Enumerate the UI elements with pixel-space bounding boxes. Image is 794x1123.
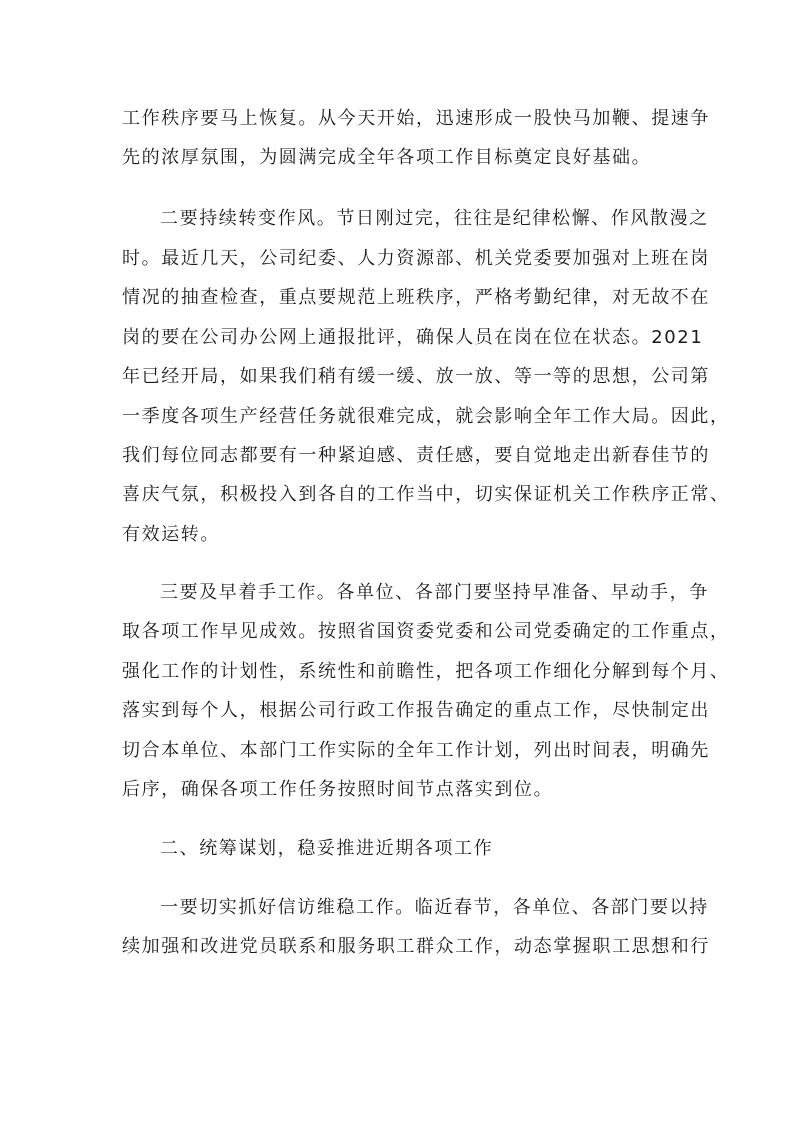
paragraph-start-line: 二要持续转变作风。节日刚过完，往往是纪律松懈、作风散漫之 xyxy=(160,208,709,229)
text-line: 岗的要在公司办公网上通报批评，确保人员在岗在位在状态。2021 xyxy=(122,327,704,348)
text-line: 续加强和改进党员联系和服务职工群众工作，动态掌握职工思想和行 xyxy=(122,936,710,957)
text-line: 我们每位同志都要有一种紧迫感、责任感，要自觉地走出新春佳节的 xyxy=(122,445,710,466)
text-line: 时。最近几天，公司纪委、人力资源部、机关党委要加强对上班在岗 xyxy=(122,248,710,269)
text-line: 年已经开局，如果我们稍有缓一缓、放一放、等一等的思想，公司第 xyxy=(122,366,710,387)
paragraph-start-line: 一要切实抓好信访维稳工作。临近春节，各单位、各部门要以持 xyxy=(160,897,709,918)
text-line: 切合本单位、本部门工作实际的全年工作计划，列出时间表，明确先 xyxy=(122,740,710,761)
text-line: 情况的抽查检查，重点要规范上班秩序，严格考勤纪律，对无故不在 xyxy=(122,287,710,308)
text-line: 先的浓厚氛围，为圆满完成全年各项工作目标奠定良好基础。 xyxy=(122,147,652,168)
paragraph-start-line: 三要及早着手工作。各单位、各部门要坚持早准备、早动手，争 xyxy=(160,582,709,603)
text-line: 一季度各项生产经营任务就很难完成，就会影响全年工作大局。因此， xyxy=(122,406,730,427)
text-line: 有效运转。 xyxy=(122,524,220,545)
text-line: 强化工作的计划性，系统性和前瞻性，把各项工作细化分解到每个月、 xyxy=(122,661,730,682)
section-heading: 二、统筹谋划，稳妥推进近期各项工作 xyxy=(160,838,494,859)
text-line: 后序，确保各项工作任务按照时间节点落实到位。 xyxy=(122,779,554,800)
text-line: 喜庆气氛，积极投入到各自的工作当中，切实保证机关工作秩序正常、 xyxy=(122,484,730,505)
text-line: 工作秩序要马上恢复。从今天开始，迅速形成一股快马加鞭、提速争 xyxy=(122,108,710,129)
text-line: 落实到每个人，根据公司行政工作报告确定的重点工作，尽快制定出 xyxy=(122,700,710,721)
text-line: 取各项工作早见成效。按照省国资委党委和公司党委确定的工作重点， xyxy=(122,621,730,642)
